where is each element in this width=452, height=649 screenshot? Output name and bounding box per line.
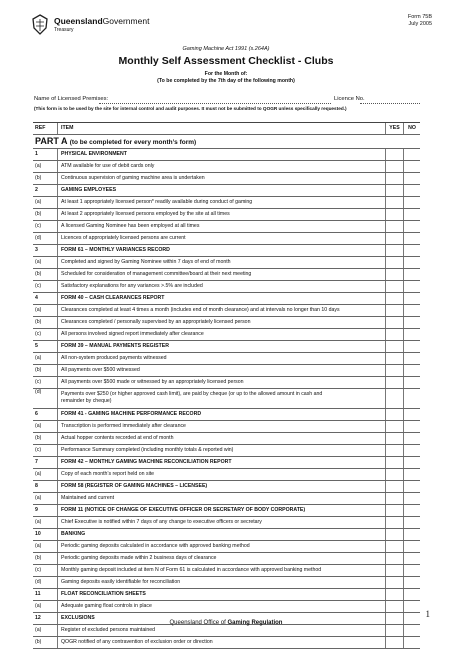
completion-deadline: (To be completed by the 7th day of the following month) — [157, 78, 295, 84]
yes-checkbox[interactable] — [385, 601, 403, 612]
section-title: BANKING — [61, 531, 86, 537]
row-item: QOGR notified of any contravention of exclusion order or direction — [61, 639, 213, 645]
no-checkbox[interactable] — [403, 637, 420, 648]
no-checkbox[interactable] — [403, 305, 420, 316]
row-item: Actual hopper contents recorded at end of month — [61, 435, 174, 441]
row-ref: (b) — [33, 209, 58, 220]
row-ref: (a) — [33, 421, 58, 432]
yes-checkbox[interactable] — [385, 389, 403, 408]
yes-checkbox[interactable] — [385, 421, 403, 432]
yes-checkbox[interactable] — [385, 329, 403, 340]
yes-checkbox[interactable] — [385, 377, 403, 388]
section-title: FORM 40 – CASH CLEARANCES REPORT — [61, 295, 165, 301]
checklist-row — [33, 281, 420, 293]
no-checkbox — [403, 341, 420, 352]
section-row — [33, 505, 420, 517]
row-ref: (c) — [33, 377, 58, 388]
checklist-row — [33, 421, 420, 433]
row-ref: (a) — [33, 625, 58, 636]
row-item: Completed and signed by Gaming Nominee within 7 days of end of month — [61, 259, 231, 265]
no-checkbox[interactable] — [403, 317, 420, 328]
row-item: Licences of appropriately licensed persons are current — [61, 235, 186, 241]
row-ref: 7 — [33, 457, 58, 468]
yes-checkbox — [385, 481, 403, 492]
no-checkbox[interactable] — [403, 281, 420, 292]
no-checkbox[interactable] — [403, 269, 420, 280]
yes-checkbox[interactable] — [385, 469, 403, 480]
yes-checkbox[interactable] — [385, 281, 403, 292]
section-row — [33, 245, 420, 257]
no-checkbox — [403, 149, 420, 160]
yes-checkbox[interactable] — [385, 353, 403, 364]
row-ref: 4 — [33, 293, 58, 304]
yes-checkbox[interactable] — [385, 577, 403, 588]
checklist-row — [33, 577, 420, 589]
yes-checkbox[interactable] — [385, 209, 403, 220]
row-item: All payments over $500 made or witnessed by an appropriately licensed person — [61, 379, 244, 385]
row-item: Periodic gaming deposits calculated in accordance with approved banking method — [61, 543, 250, 549]
yes-checkbox[interactable] — [385, 553, 403, 564]
row-item: Satisfactory explanations for any variances >.5% are included — [61, 283, 203, 289]
no-checkbox[interactable] — [403, 329, 420, 340]
no-checkbox[interactable] — [403, 601, 420, 612]
section-title: FORM 58 (REGISTER OF GAMING MACHINES – LICENSEE) — [61, 483, 208, 489]
section-row — [33, 457, 420, 469]
no-checkbox[interactable] — [403, 353, 420, 364]
yes-checkbox — [385, 505, 403, 516]
section-title: GAMING EMPLOYEES — [61, 187, 117, 193]
yes-checkbox — [385, 185, 403, 196]
yes-checkbox[interactable] — [385, 625, 403, 636]
form-number-block — [408, 14, 432, 28]
no-checkbox[interactable] — [403, 517, 420, 528]
row-ref: 10 — [33, 529, 58, 540]
checklist-row — [33, 209, 420, 221]
section-row — [33, 481, 420, 493]
yes-checkbox[interactable] — [385, 221, 403, 232]
premises-label: Name of Licensed Premises: — [34, 96, 109, 102]
yes-checkbox[interactable] — [385, 517, 403, 528]
table-header-row — [33, 123, 420, 135]
row-ref: (b) — [33, 553, 58, 564]
checklist-row — [33, 601, 420, 613]
row-ref: (b) — [33, 173, 58, 184]
row-ref: (a) — [33, 493, 58, 504]
row-item: Transcription is performed immediately after clearance — [61, 423, 186, 429]
section-row — [33, 589, 420, 601]
checklist-row — [33, 389, 420, 409]
checklist-row — [33, 221, 420, 233]
yes-checkbox[interactable] — [385, 565, 403, 576]
yes-checkbox[interactable] — [385, 269, 403, 280]
form-number: Form 75B — [407, 14, 432, 20]
row-item: A licensed Gaming Nominee has been employed at all times — [61, 223, 200, 229]
row-ref: (b) — [33, 317, 58, 328]
licence-label: Licence No. — [334, 96, 365, 102]
yes-checkbox — [385, 529, 403, 540]
section-title: FORM 39 – MANUAL PAYMENTS REGISTER — [61, 343, 169, 349]
row-item: Continuous supervision of gaming machine area is undertaken — [61, 175, 205, 181]
row-ref: (c) — [33, 329, 58, 340]
row-item: Scheduled for consideration of management committee/board at their next meeting — [61, 271, 252, 277]
row-ref: (a) — [33, 305, 58, 316]
item-column-header: ITEM — [61, 125, 74, 131]
checklist-row — [33, 517, 420, 529]
ref-column-header: REF — [33, 123, 58, 134]
section-row — [33, 409, 420, 421]
row-ref: (a) — [33, 353, 58, 364]
no-checkbox[interactable] — [403, 625, 420, 636]
checklist-row — [33, 317, 420, 329]
checklist-row — [33, 625, 420, 637]
footer-office: Queensland Office of Gaming Regulation — [169, 620, 283, 626]
row-ref: 8 — [33, 481, 58, 492]
section-title: PHYSICAL ENVIRONMENT — [61, 151, 127, 157]
row-ref: (d) — [33, 233, 58, 244]
row-item: Payments over $250 (or higher approved cash limit), are paid by cheque (or up to the allowed amount in cash and remainder by cheque) — [61, 391, 323, 404]
no-checkbox[interactable] — [403, 257, 420, 268]
act-reference: Gaming Machine Act 1991 (s.264A) — [182, 46, 270, 52]
row-item: ATM available for use of debit cards only — [61, 163, 155, 169]
row-item: Register of excluded persons maintained — [61, 627, 156, 633]
no-checkbox — [403, 457, 420, 468]
page-number: 1 — [425, 609, 430, 619]
row-ref: (b) — [33, 269, 58, 280]
page-title: Monthly Self Assessment Checklist - Clubs — [118, 55, 334, 67]
yes-checkbox — [385, 457, 403, 468]
checklist-row — [33, 433, 420, 445]
yes-checkbox[interactable] — [385, 445, 403, 456]
part-a-instruction: (to be completed for every month’s form) — [69, 139, 197, 146]
row-ref: (a) — [33, 161, 58, 172]
row-item: At least 1 appropriately licensed person* readily available during conduct of gaming — [61, 199, 253, 205]
section-title: EXCLUSIONS — [61, 615, 95, 621]
row-ref: 2 — [33, 185, 58, 196]
row-ref: (d) — [33, 389, 58, 408]
yes-checkbox[interactable] — [385, 493, 403, 504]
row-ref: (c) — [33, 221, 58, 232]
no-checkbox[interactable] — [403, 433, 420, 444]
row-item: Adequate gaming float controls in place — [61, 603, 152, 609]
checklist-row — [33, 377, 420, 389]
row-item: Clearances completed at least 4 times a month (includes end of month clearance) and at intervals no longer than 10 days — [61, 307, 340, 313]
no-checkbox[interactable] — [403, 365, 420, 376]
checklist-row — [33, 553, 420, 565]
row-ref: (c) — [33, 281, 58, 292]
section-row — [33, 341, 420, 353]
licence-field[interactable] — [360, 103, 420, 104]
no-checkbox[interactable] — [403, 209, 420, 220]
no-checkbox[interactable] — [403, 577, 420, 588]
yes-checkbox[interactable] — [385, 541, 403, 552]
no-checkbox — [403, 481, 420, 492]
yes-checkbox — [385, 245, 403, 256]
checklist-row — [33, 353, 420, 365]
yes-checkbox[interactable] — [385, 365, 403, 376]
checklist-row — [33, 493, 420, 505]
row-ref: (b) — [33, 637, 58, 648]
no-checkbox — [403, 589, 420, 600]
row-ref: (d) — [33, 577, 58, 588]
form-date: July 2005 — [408, 21, 432, 27]
no-checkbox[interactable] — [403, 421, 420, 432]
section-title: FORM 11 (NOTICE OF CHANGE OF EXECUTIVE OFFICER OR SECRETARY OF BODY CORPORATE) — [61, 507, 306, 513]
no-checkbox — [403, 293, 420, 304]
logo-department: Treasury — [54, 27, 74, 33]
logo-wordmark: QueenslandGovernment — [54, 16, 150, 26]
queensland-government-logo — [30, 14, 220, 38]
row-ref: (b) — [33, 365, 58, 376]
section-title: FORM 61 – MONTHLY VARIANCES RECORD — [61, 247, 170, 253]
row-item: Copy of each month’s report held on site — [61, 471, 155, 477]
row-ref: (a) — [33, 601, 58, 612]
no-checkbox[interactable] — [403, 553, 420, 564]
row-item: All persons involved signed report immediately after clearance — [61, 331, 204, 337]
row-ref: (c) — [33, 565, 58, 576]
checklist-row — [33, 565, 420, 577]
checklist-row — [33, 173, 420, 185]
row-ref: 9 — [33, 505, 58, 516]
row-ref: 5 — [33, 341, 58, 352]
row-ref: 12 — [33, 613, 58, 624]
section-row — [33, 149, 420, 161]
row-ref: (a) — [33, 257, 58, 268]
no-checkbox — [403, 529, 420, 540]
yes-checkbox[interactable] — [385, 317, 403, 328]
no-checkbox[interactable] — [403, 469, 420, 480]
yes-checkbox[interactable] — [385, 173, 403, 184]
checklist-row — [33, 445, 420, 457]
yes-checkbox — [385, 293, 403, 304]
no-checkbox[interactable] — [403, 161, 420, 172]
month-label: For the Month of: — [204, 71, 248, 77]
no-checkbox[interactable] — [403, 197, 420, 208]
yes-checkbox[interactable] — [385, 161, 403, 172]
yes-checkbox — [385, 409, 403, 420]
checklist-row — [33, 305, 420, 317]
no-checkbox[interactable] — [403, 221, 420, 232]
yes-checkbox[interactable] — [385, 305, 403, 316]
usage-note: (This form is to be used by the site for internal control and audit purposes. It must not be submitted to QOGR unless specifically requested.) — [34, 106, 347, 111]
row-item: At least 2 appropriately licensed persons employed by the site at all times — [61, 211, 230, 217]
no-checkbox[interactable] — [403, 377, 420, 388]
row-item: Chief Executive is notified within 7 days of any change to executive officers or secretary — [61, 519, 262, 525]
row-item: Monthly gaming deposit included at item N of Form 61 is calculated in accordance with approved banking method — [61, 567, 322, 573]
no-checkbox — [403, 185, 420, 196]
checklist-row — [33, 329, 420, 341]
row-ref: (a) — [33, 469, 58, 480]
checklist-row — [33, 469, 420, 481]
row-item: Clearances completed / personally supervised by an appropriately licensed person — [61, 319, 251, 325]
row-item: Maintained and current — [61, 495, 115, 501]
section-title: FLOAT RECONCILIATION SHEETS — [61, 591, 146, 597]
row-ref: (c) — [33, 445, 58, 456]
section-row — [33, 185, 420, 197]
checklist-row — [33, 197, 420, 209]
row-ref: 3 — [33, 245, 58, 256]
coat-of-arms-icon — [30, 14, 50, 36]
section-row — [33, 529, 420, 541]
no-checkbox — [403, 505, 420, 516]
part-a-label: PART A — [35, 136, 68, 146]
yes-checkbox[interactable] — [385, 257, 403, 268]
yes-checkbox — [385, 149, 403, 160]
row-ref: (b) — [33, 433, 58, 444]
no-checkbox[interactable] — [403, 541, 420, 552]
row-ref: (a) — [33, 197, 58, 208]
row-ref: (a) — [33, 541, 58, 552]
checklist-row — [33, 541, 420, 553]
part-a-heading — [33, 135, 420, 149]
no-checkbox — [403, 245, 420, 256]
checklist-table — [33, 122, 420, 649]
no-column-header: NO — [403, 123, 420, 134]
row-item: All non-system produced payments witnessed — [61, 355, 167, 361]
no-checkbox[interactable] — [403, 445, 420, 456]
row-ref: 11 — [33, 589, 58, 600]
no-checkbox[interactable] — [403, 565, 420, 576]
yes-column-header: YES — [385, 123, 403, 134]
yes-checkbox — [385, 341, 403, 352]
row-item: Performance Summary completed (including monthly totals & reported win) — [61, 447, 234, 453]
row-ref: 1 — [33, 149, 58, 160]
checklist-row — [33, 161, 420, 173]
premises-field[interactable] — [99, 103, 331, 104]
section-row — [33, 293, 420, 305]
yes-checkbox[interactable] — [385, 197, 403, 208]
checklist-row — [33, 365, 420, 377]
yes-checkbox[interactable] — [385, 637, 403, 648]
section-title: FORM 42 – MONTHLY GAMING MACHINE RECONCILIATION REPORT — [61, 459, 232, 465]
row-item: Gaming deposits easily identifiable for reconciliation — [61, 579, 181, 585]
no-checkbox — [403, 409, 420, 420]
no-checkbox[interactable] — [403, 233, 420, 244]
checklist-row — [33, 269, 420, 281]
yes-checkbox[interactable] — [385, 433, 403, 444]
yes-checkbox — [385, 589, 403, 600]
row-ref: 6 — [33, 409, 58, 420]
no-checkbox[interactable] — [403, 389, 420, 408]
no-checkbox[interactable] — [403, 173, 420, 184]
row-ref: (a) — [33, 517, 58, 528]
row-item: Periodic gaming deposits made within 2 business days of clearance — [61, 555, 217, 561]
no-checkbox[interactable] — [403, 493, 420, 504]
checklist-row — [33, 233, 420, 245]
section-title: FORM 41 - GAMING MACHINE PERFORMANCE RECORD — [61, 411, 202, 417]
checklist-row — [33, 257, 420, 269]
yes-checkbox[interactable] — [385, 233, 403, 244]
row-item: All payments over $500 witnessed — [61, 367, 140, 373]
checklist-row — [33, 637, 420, 649]
